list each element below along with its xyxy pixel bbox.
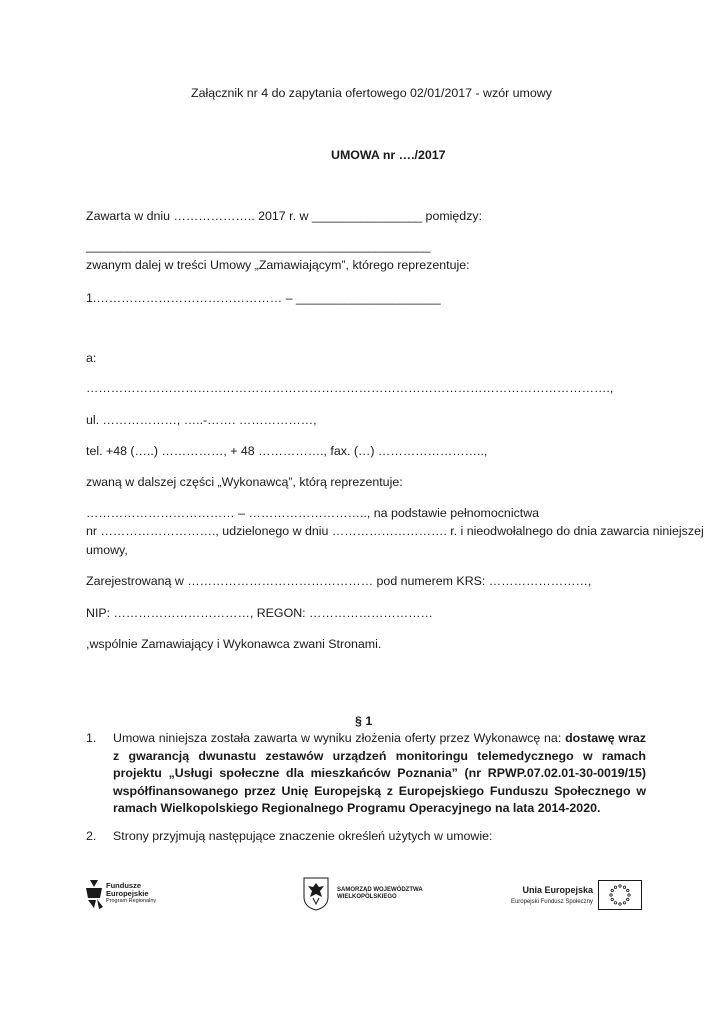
item1-number: 1. xyxy=(86,731,97,745)
contractor-registered: Zarejestrowaną w ……………………………………… pod numerem KRS: ……………………, xyxy=(86,574,592,588)
fe-line3: Program Regionalny xyxy=(106,898,157,904)
item2-number: 2. xyxy=(86,829,97,843)
contractor-a-label: a: xyxy=(86,351,97,365)
ue-text xyxy=(511,885,593,906)
fe-line1: Fundusze xyxy=(106,881,141,890)
fe-star-icon xyxy=(84,880,104,910)
contractor-nip-regon: NIP: ……………………………, REGON: ………………………… xyxy=(86,606,433,620)
intro-line-ordering-party: zwanym dalej w treści Umowy „Zamawiającym”, którego reprezentuje: xyxy=(86,258,470,272)
parties-jointly: ,wspólnie Zamawiający i Wykonawca zwani Stronami. xyxy=(86,637,382,651)
intro-line-representative: 1.……………………………………… – _____________________ xyxy=(86,291,441,305)
intro-line-blank: __________________________________________________ xyxy=(86,239,431,253)
samorzad-logo xyxy=(303,877,428,911)
item2-paragraph: Strony przyjmują następujące znaczenie określeń użytych w umowie: xyxy=(113,829,493,843)
annex-title: Załącznik nr 4 do zapytania ofertowego 02/01/2017 - wzór umowy xyxy=(191,86,552,100)
contract-title: UMOWA nr …./2017 xyxy=(331,148,446,162)
eu-flag-icon xyxy=(598,880,642,910)
section1-heading: § 1 xyxy=(355,714,373,728)
fe-text xyxy=(106,882,156,905)
contractor-rep-line2: nr ………………………., udzielonego w dniu ………………………. r. i nieodwołalnego do dnia zawarcia niniejszej xyxy=(86,524,704,538)
sw-line1: SAMORZĄD WOJEWÓDZTWA xyxy=(337,887,423,893)
unia-europejska-logo xyxy=(500,879,645,911)
contractor-address: ul. ………………, …..-……. ………………, xyxy=(86,413,317,427)
contractor-rep-line1: ……………………………… – ……………………….., na podstawie pełnomocnictwa xyxy=(86,506,540,520)
contractor-rep-line3: umowy, xyxy=(86,543,128,557)
fe-line2: Europejskie xyxy=(106,889,149,898)
fundusze-europejskie-logo xyxy=(84,879,174,911)
contractor-called: zwaną w dalszej części „Wykonawcą”, którą reprezentuje: xyxy=(86,475,403,489)
contractor-phones: tel. +48 (…..) ……………, + 48 ……………., fax. (…) …………………….., xyxy=(86,444,488,458)
eagle-crest-icon xyxy=(303,877,329,911)
sw-text xyxy=(337,887,423,901)
item1-paragraph xyxy=(113,730,646,818)
item1-subject: dostawę wraz z gwarancją dwunastu zestawów urządzeń monitoringu telemedycznego w ramach projektu „Usługi społeczne dla mieszkańców Poznania” (nr RPWP.07.02.01-30-0019/15) współfinansowanego przez Unię Europejską z Europejskiego Funduszu Społecznego w ramach Wielkopolskiego Regionalnego Programu Operacyjnego na lata 2014-2020. xyxy=(113,731,646,815)
intro-line-date-place: Zawarta w dniu ……………….. 2017 r. w ________________ pomiędzy: xyxy=(86,209,483,223)
sw-line2: WIELKOPOLSKIEGO xyxy=(337,894,397,900)
contractor-name-line: ………………………………………………………………………………………………………………., xyxy=(86,381,614,395)
item1-text: Umowa niniejsza została zawarta w wyniku złożenia oferty przez Wykonawcę na: xyxy=(113,731,566,745)
ue-line2: Europejski Fundusz Społeczny xyxy=(510,899,593,905)
ue-line1: Unia Europejska xyxy=(522,885,593,895)
